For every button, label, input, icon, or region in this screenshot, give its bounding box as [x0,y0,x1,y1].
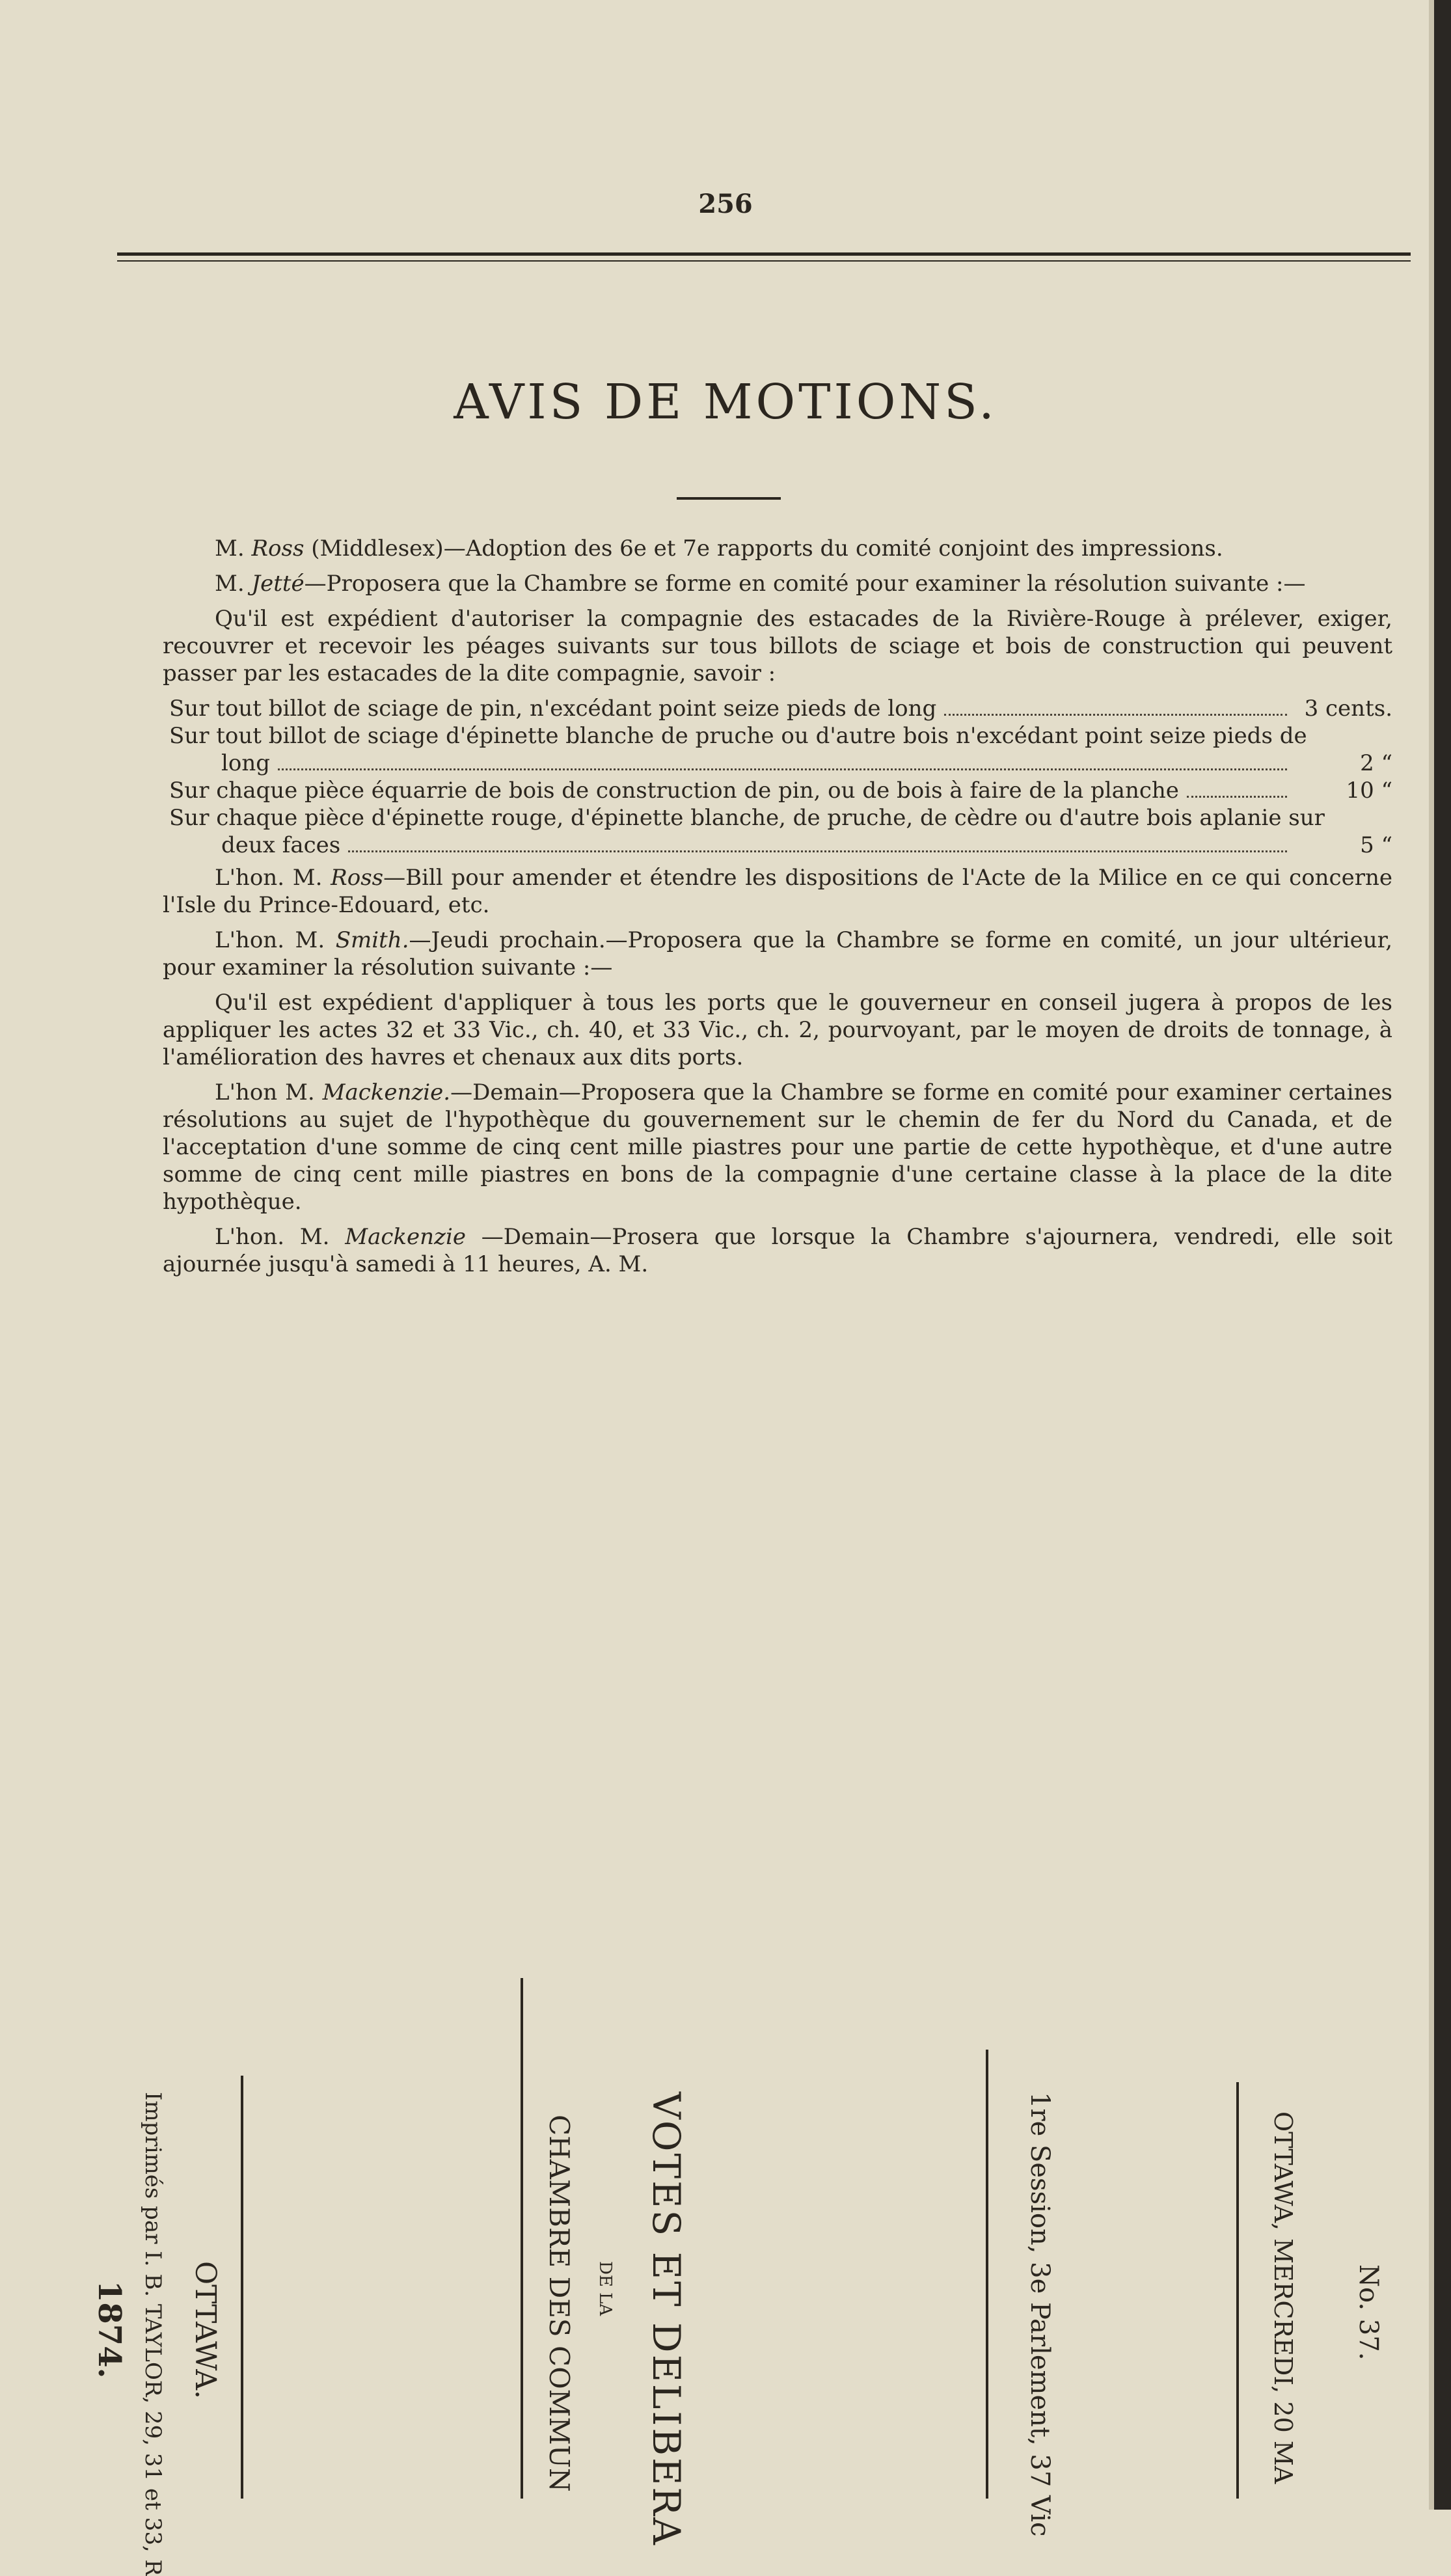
resolution-paragraph: Qu'il est expédient d'autoriser la compagnie des estacades de la Rivière-Rouge à prélever, exiger, recouvrer et recevoir les péages suivants sur tous billots de sciage et bois de construction qui peuvent passer par les estacades de la dite compagnie, savoir : [163,606,1392,686]
tariff-row-continuation: long 2 “ [221,750,1392,776]
spine-divider [241,2076,243,2499]
imprint-year: 1874. [91,2281,128,2379]
motion-paragraph: M. Ross (Middlesex)—Adoption des 6e et 7e rapports du comité conjoint des impressions. [215,536,1223,562]
page-number: 256 [698,189,753,219]
tariff-row: Sur tout billot de sciage de pin, n'excédant point seize pieds de long 3 cents. [169,696,1392,722]
tariff-row: Sur tout billot de sciage d'épinette blanche de pruche ou d'autre bois n'excédant point seize pieds de [169,723,1307,749]
tariff-row-continuation: deux faces 5 “ [221,832,1392,858]
issue-date: OTTAWA, MERCREDI, 20 MA [1269,2111,1297,2484]
session-line: 1re Session, 3e Parlement, 37 Vic [1025,2092,1055,2537]
motion-paragraph: L'hon. M. Mackenzie —Demain—Prosera que lorsque la Chambre s'ajournera, vendredi, elle soit ajournée jusqu'à samedi à 11 heures, A. M. [163,1224,1392,1277]
motion-paragraph: L'hon. M. Ross—Bill pour amender et étendre les dispositions de l'Acte de la Milice en ce qui concerne l'Isle du Prince-Edouard, etc. [163,865,1392,918]
header-rule-thin [117,260,1411,262]
motion-paragraph: L'hon M. Mackenzie.—Demain—Proposera que la Chambre se forme en comité pour examiner certaines résolutions au sujet de l'hypothèque du gouvernement sur le chemin de fer du Nord du Canada, et de l'acceptation d'une somme de cinq cent mille piastres pour une partie de cette hypothèque, et d'une autre somme de cinq cent mille piastres en bons de la compagnie d'une certaine classe à la place de la dite hypothèque. [163,1079,1392,1215]
spine-divider [1236,2082,1239,2499]
journal-title: VOTES ET DELIBERA [644,2092,688,2547]
spine-divider [986,2050,988,2499]
imprint-printer: Imprimés par I. B. TAYLOR, 29, 31 et 33, R [140,2092,166,2576]
de-la: DE LA [595,2261,615,2316]
imprint-city: OTTAWA. [189,2261,222,2399]
issue-number: No. 37. [1353,2264,1383,2361]
resolution-paragraph: Qu'il est expédient d'appliquer à tous les ports que le gouverneur en conseil jugera à propos de les appliquer les actes 32 et 33 Vic., ch. 40, et 33 Vic., ch. 2, pourvoyant, par le moyen de droits de tonnage, à l'amélioration des havres et chenaux aux dits ports. [163,990,1392,1070]
spine-divider [521,1978,523,2499]
tariff-row: Sur chaque pièce d'épinette rouge, d'épinette blanche, de pruche, de cèdre ou d'autre bois aplanie sur [169,805,1325,831]
section-heading: AVIS DE MOTIONS. [454,374,997,430]
motion-paragraph: L'hon. M. Smith.—Jeudi prochain.—Proposera que la Chambre se forme en comité, un jour ultérieur, pour examiner la résolution suivante :— [163,927,1393,981]
chamber-name: CHAMBRE DES COMMUN [543,2115,575,2492]
tariff-list [163,695,1392,859]
tariff-row: Sur chaque pièce équarrie de bois de construction de pin, ou de bois à faire de la planche 10 “ [169,778,1392,804]
heading-divider [677,497,781,500]
motions-body [163,535,1392,1286]
header-rule [117,252,1411,256]
motion-paragraph: M. Jetté—Proposera que la Chambre se forme en comité pour examiner la résolution suivante :— [215,571,1306,597]
